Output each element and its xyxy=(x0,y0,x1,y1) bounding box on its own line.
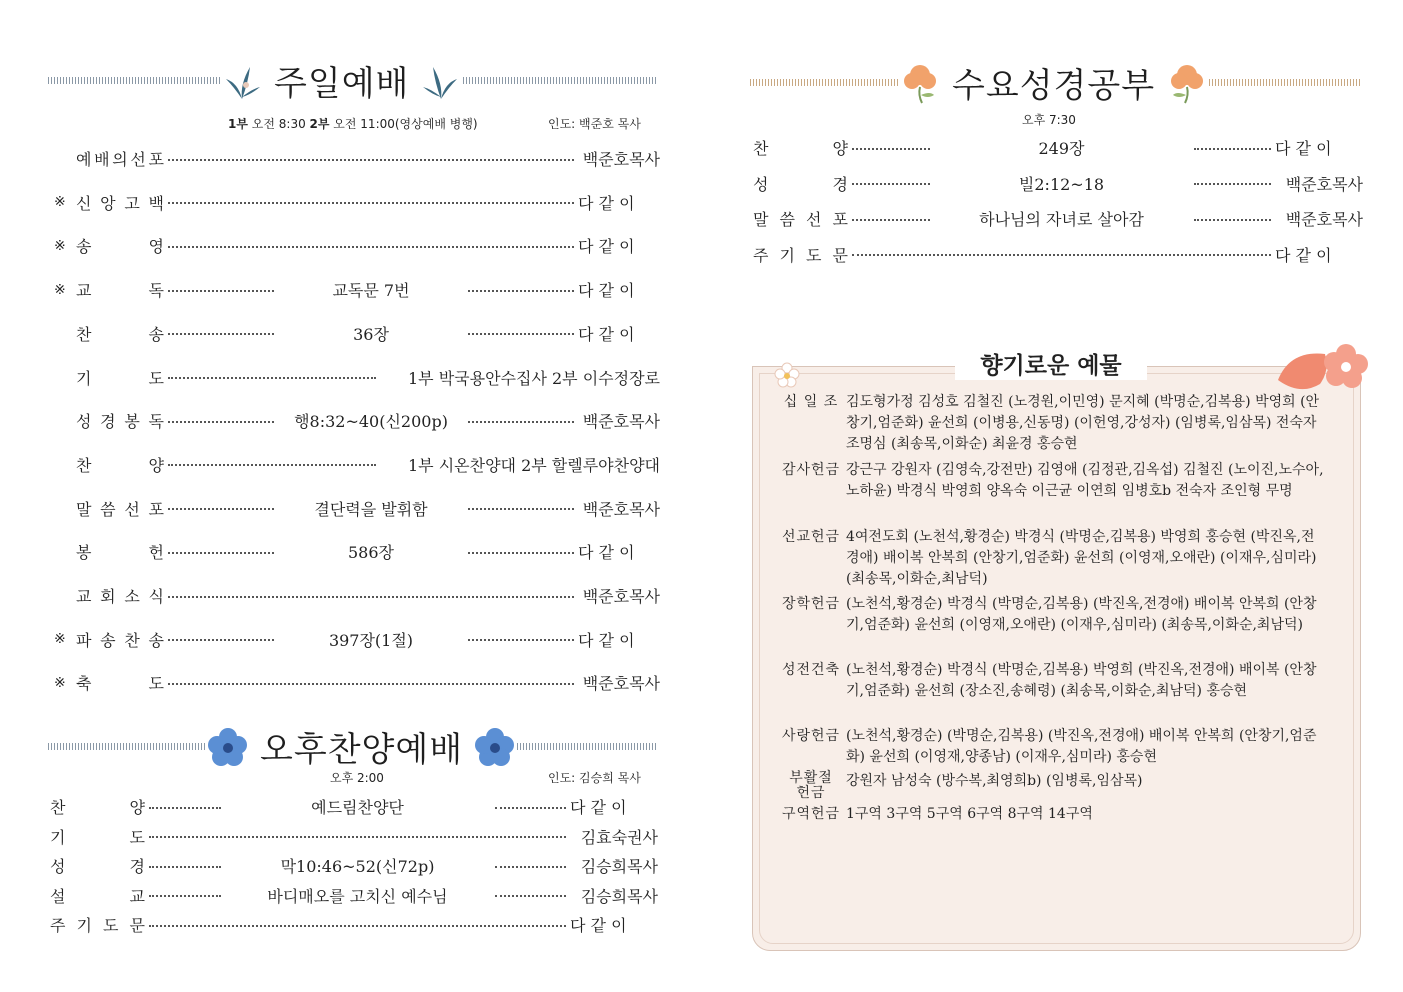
label-char: 기 xyxy=(76,368,92,388)
label-char: 경 xyxy=(100,412,116,432)
program-row xyxy=(54,278,660,301)
label-char: 찬 xyxy=(50,798,66,817)
dot-leader xyxy=(168,421,274,423)
dot-leader xyxy=(168,508,274,510)
dot-leader xyxy=(149,925,566,927)
section-title: 오후찬양예배 xyxy=(260,730,464,770)
afternoon-leader: 인도: 김승희 목사 xyxy=(548,771,641,785)
label-char: 도 xyxy=(806,245,822,265)
dot-leader xyxy=(168,246,574,248)
row-label xyxy=(76,191,164,214)
label-char: 포 xyxy=(148,150,164,169)
label-char: 선 xyxy=(130,150,146,169)
label-char: 교 xyxy=(129,886,145,906)
row-value-text: 백준호목사 xyxy=(1285,174,1363,194)
label-char: 예 xyxy=(76,150,92,169)
row-value xyxy=(578,671,660,694)
program-row xyxy=(54,453,660,476)
row-value xyxy=(578,584,660,607)
row-value xyxy=(578,409,660,432)
asterisk-mark: ※ xyxy=(54,194,66,211)
dot-leader xyxy=(1194,219,1272,221)
wednesday-heading xyxy=(750,58,1360,107)
row-detail: 36장 xyxy=(353,324,389,344)
dot-leader xyxy=(168,552,274,554)
label-char: 말 xyxy=(753,210,769,229)
label-char: 봉 xyxy=(76,543,92,563)
label-char: 헌 xyxy=(148,543,164,563)
label-char: 포 xyxy=(148,499,164,519)
program-row xyxy=(50,884,658,907)
offering-category: 선교헌금 xyxy=(781,529,841,545)
offering-category: 장학헌금 xyxy=(781,596,841,612)
label-char: 도 xyxy=(148,674,164,694)
row-value-text: 다 같 이 xyxy=(578,193,635,213)
program-row xyxy=(54,322,660,345)
label-char: 경 xyxy=(832,174,848,194)
row-label xyxy=(76,409,164,432)
row-detail: 586장 xyxy=(348,543,394,563)
label-char: 회 xyxy=(100,587,116,606)
label-char: 도 xyxy=(129,827,145,847)
dot-leader xyxy=(168,159,574,161)
program-row xyxy=(54,234,660,257)
label-char: 소 xyxy=(124,587,140,606)
row-value-text: 다 같 이 xyxy=(578,281,635,301)
label-char: 주 xyxy=(50,916,66,935)
page-title: 주일예배 xyxy=(274,64,410,104)
orange-flower-icon xyxy=(1165,61,1209,105)
dot-leader xyxy=(149,866,221,868)
asterisk-mark: ※ xyxy=(54,674,66,691)
program-row xyxy=(50,854,658,877)
label-char: 선 xyxy=(806,210,822,229)
row-value-text: 1부 시온찬양대 2부 할렐루야찬양대 xyxy=(407,455,660,475)
dot-leader xyxy=(168,290,274,292)
afternoon-time: 오후 2:00 xyxy=(330,771,384,785)
offering-names: 강근구 강원자 (김영숙,강전만) 김영애 (김정관,김옥섭) 김철진 (노이진,노수아,노하윤) 박경식 박영희 양옥숙 이근균 이연희 임병호b 전숙자 조인형 무명 xyxy=(846,462,1324,499)
program-row xyxy=(54,671,660,694)
label-char: 성 xyxy=(50,857,66,876)
label-char: 성 xyxy=(753,174,769,194)
row-value-text: 다 같 이 xyxy=(578,237,635,257)
dot-leader xyxy=(852,183,930,185)
row-value xyxy=(578,540,660,563)
offering-category: 성전건축 xyxy=(781,662,841,678)
dot-leader xyxy=(468,421,574,423)
label-char: 포 xyxy=(832,210,848,229)
dot-leader xyxy=(168,683,574,685)
row-value xyxy=(1275,243,1363,266)
label-char: 기 xyxy=(779,245,795,265)
blue-flower-icon xyxy=(206,725,250,769)
label-char: 신 xyxy=(76,193,92,213)
row-value xyxy=(380,453,660,476)
label-char: 영 xyxy=(148,237,164,257)
offering-names: 1구역 3구역 5구역 6구역 8구역 14구역 xyxy=(846,806,1093,822)
label-char: 백 xyxy=(148,193,164,213)
row-value xyxy=(578,322,660,345)
row-detail: 교독문 7번 xyxy=(332,281,410,301)
dot-leader xyxy=(468,639,574,641)
program-row xyxy=(54,191,660,214)
dot-leader xyxy=(852,219,930,221)
row-value-text: 백준호목사 xyxy=(582,150,660,169)
row-label xyxy=(753,136,848,159)
row-value-text: 백준호목사 xyxy=(582,412,660,432)
row-label xyxy=(753,243,848,266)
dot-leader xyxy=(468,508,574,510)
row-value xyxy=(578,628,660,651)
offering-category: 사랑헌금 xyxy=(781,728,841,744)
offering-names: (노천석,황경순) 박경식 (박명순,김복용) 박영희 (박진옥,전경애) 배이복 (안창기,엄준화) 윤선희 (장소진,송혜령) (최송목,이화순,최남덕) 홍승현 xyxy=(846,662,1317,699)
row-value-text: 백준호목사 xyxy=(1285,210,1363,229)
dot-leader xyxy=(149,836,566,838)
row-value xyxy=(570,825,658,848)
row-value-text: 김효숙권사 xyxy=(580,827,658,847)
program-row xyxy=(753,172,1363,195)
row-value-text: 다 같 이 xyxy=(578,543,635,563)
offering-row xyxy=(776,392,1326,455)
wednesday-time: 오후 7:30 xyxy=(1022,113,1076,127)
service-times: 1부 오전 8:30 2부 오전 11:00(영상예배 병행) xyxy=(228,117,478,131)
row-label xyxy=(50,854,145,877)
offering-names: 4여전도회 (노천석,황경순) 박경식 (박명순,김복용) 박영희 홍승현 (박진옥,전경애) 배이복 안복희 (안창기,엄준화) 윤선희 (이영재,오애란) (이재우,심미라) (최송목,이화순,최남덕) xyxy=(846,529,1317,587)
label-char: 씀 xyxy=(100,499,116,519)
label-char: 도 xyxy=(148,368,164,388)
label-char: 송 xyxy=(148,630,164,650)
program-row xyxy=(753,243,1363,266)
row-value-text: 김승희목사 xyxy=(580,886,658,906)
label-char: 파 xyxy=(76,630,92,650)
row-value xyxy=(578,191,660,214)
label-char: 고 xyxy=(124,193,140,213)
row-label xyxy=(76,453,164,476)
label-char: 찬 xyxy=(753,139,769,158)
row-value xyxy=(578,147,660,170)
row-value xyxy=(1275,136,1363,159)
label-char: 양 xyxy=(832,139,848,158)
offering-names: (노천석,황경순) (박명순,김복용) (박진옥,전경애) 배이복 안복희 (안창기,엄준화) 윤선희 (이영재,양종남) (이재우,심미라) 홍승현 xyxy=(846,728,1317,765)
label-char: 의 xyxy=(112,150,128,169)
sunday-heading xyxy=(48,56,658,105)
dot-leader xyxy=(468,290,574,292)
offering-category: 부활절 헌금 xyxy=(789,770,833,801)
dot-leader xyxy=(168,464,376,466)
label-char: 주 xyxy=(753,245,769,265)
offering-category: 십 일 조 xyxy=(783,394,839,410)
label-char: 배 xyxy=(94,150,110,169)
row-value-text: 다 같 이 xyxy=(1275,139,1332,158)
asterisk-mark: ※ xyxy=(54,281,66,298)
row-value-text: 다 같 이 xyxy=(570,798,627,817)
heading-rule xyxy=(750,79,898,86)
offering-names: (노천석,황경순) 박경식 (박명순,김복용) (박진옥,전경애) 배이복 안복희 (안창기,엄준화) 윤선희 (이영재,오애란) (이재우,심미라) (최송목,이화순,최남덕) xyxy=(846,596,1317,633)
row-detail: 397장(1절) xyxy=(328,630,414,650)
label-char: 송 xyxy=(148,324,164,344)
label-char: 경 xyxy=(129,857,145,876)
row-value-text: 다 같 이 xyxy=(578,630,635,650)
label-char: 선 xyxy=(124,499,140,519)
offering-row xyxy=(776,726,1326,768)
asterisk-mark: ※ xyxy=(54,237,66,254)
row-label xyxy=(753,172,848,195)
row-detail: 막10:46~52(신72p) xyxy=(280,857,435,876)
row-label xyxy=(50,884,145,907)
row-value xyxy=(1275,172,1363,195)
orange-flower-icon xyxy=(898,61,942,105)
program-row xyxy=(753,207,1363,230)
dot-leader xyxy=(468,552,574,554)
offering-row xyxy=(776,460,1326,502)
row-value xyxy=(578,497,660,520)
dot-leader xyxy=(168,333,274,335)
dot-leader xyxy=(168,377,376,379)
dot-leader xyxy=(495,866,567,868)
row-value-text: 1부 박국용안수집사 2부 이수정장로 xyxy=(407,368,660,388)
row-label xyxy=(50,795,145,818)
label-char: 앙 xyxy=(100,193,116,213)
row-label xyxy=(76,497,164,520)
label-char: 설 xyxy=(50,886,66,906)
row-value xyxy=(578,278,660,301)
dot-leader xyxy=(852,254,1271,256)
offering-category: 구역헌금 xyxy=(781,806,841,822)
row-label xyxy=(76,147,164,170)
label-char: 기 xyxy=(76,916,92,935)
program-row xyxy=(54,409,660,432)
label-char: 말 xyxy=(76,499,92,519)
afternoon-heading xyxy=(48,722,658,771)
row-detail: 결단력을 발휘함 xyxy=(314,499,428,519)
leaf-icon xyxy=(419,59,463,103)
dot-leader xyxy=(1194,183,1272,185)
row-label xyxy=(753,207,848,230)
row-value xyxy=(570,854,658,877)
dot-leader xyxy=(468,333,574,335)
row-label xyxy=(76,322,164,345)
row-label xyxy=(76,584,164,607)
asterisk-mark: ※ xyxy=(54,631,66,648)
label-char: 송 xyxy=(100,630,116,650)
offering-names: 김도형가정 김성호 김철진 (노경원,이민영) 문지혜 (박명순,김복용) 박영희 (안창기,엄준화) 윤선희 (이병용,신동명) (이헌영,강성자) (임병록,임삼목) 전숙자 조명심 (최송목,이화순) 최윤경 홍승현 xyxy=(846,394,1320,452)
program-row xyxy=(54,540,660,563)
row-label xyxy=(76,671,164,694)
offering-category: 감사헌금 xyxy=(781,462,841,478)
program-row xyxy=(753,136,1363,159)
label-char: 양 xyxy=(129,798,145,817)
row-label xyxy=(76,540,164,563)
label-char: 식 xyxy=(148,587,164,606)
row-value-text: 김승희목사 xyxy=(580,857,658,876)
row-label xyxy=(76,366,164,389)
label-char: 독 xyxy=(148,281,164,301)
offering-row xyxy=(776,771,1326,801)
program-row xyxy=(50,825,658,848)
row-detail: 빌2:12~18 xyxy=(1018,174,1105,194)
row-value xyxy=(570,795,658,818)
row-value-text: 백준호목사 xyxy=(582,674,660,694)
row-detail: 바디매오를 고치신 예수님 xyxy=(267,886,448,906)
label-char: 교 xyxy=(76,587,92,606)
dot-leader xyxy=(168,202,574,204)
label-char: 봉 xyxy=(124,412,140,432)
label-char: 찬 xyxy=(76,324,92,344)
row-value xyxy=(570,884,658,907)
label-char: 축 xyxy=(76,674,92,694)
coral-flower-icon xyxy=(1270,340,1370,400)
offering-row xyxy=(776,527,1326,590)
dot-leader xyxy=(495,807,567,809)
row-value-text: 백준호목사 xyxy=(582,587,660,606)
heading-rule xyxy=(1209,79,1360,86)
dot-leader xyxy=(149,895,221,897)
row-detail: 행8:32~40(신200p) xyxy=(294,412,448,432)
row-value-text: 다 같 이 xyxy=(1275,245,1332,265)
row-value xyxy=(1275,207,1363,230)
label-char: 씀 xyxy=(779,210,795,229)
row-value-text: 다 같 이 xyxy=(570,916,627,935)
offering-row xyxy=(776,660,1326,702)
dot-leader xyxy=(168,639,274,641)
heading-rule xyxy=(463,77,658,84)
blue-flower-icon xyxy=(473,725,517,769)
program-row xyxy=(54,366,660,389)
row-detail: 249장 xyxy=(1038,139,1085,158)
dot-leader xyxy=(852,148,930,150)
label-char: 찬 xyxy=(124,630,140,650)
label-char: 문 xyxy=(129,916,145,935)
dot-leader xyxy=(168,596,574,598)
leaf-icon xyxy=(220,59,264,103)
program-row xyxy=(54,497,660,520)
program-row xyxy=(50,913,658,936)
dot-leader xyxy=(495,895,567,897)
label-char: 도 xyxy=(103,916,119,935)
row-detail: 예드림찬양단 xyxy=(311,798,404,817)
program-row xyxy=(50,795,658,818)
label-char: 기 xyxy=(50,827,66,847)
row-value-text: 다 같 이 xyxy=(578,324,635,344)
row-value-text: 백준호목사 xyxy=(582,499,660,519)
label-char: 송 xyxy=(76,237,92,257)
row-value xyxy=(570,913,658,936)
row-value xyxy=(578,234,660,257)
label-char: 성 xyxy=(76,412,92,432)
offering-row xyxy=(776,804,1326,825)
row-value xyxy=(380,366,660,389)
label-char: 교 xyxy=(76,281,92,301)
heading-rule xyxy=(48,77,220,84)
heading-rule xyxy=(48,743,206,750)
row-label xyxy=(76,628,164,651)
label-char: 문 xyxy=(832,245,848,265)
dot-leader xyxy=(149,807,221,809)
white-flower-icon xyxy=(774,362,800,388)
program-row xyxy=(54,584,660,607)
label-char: 독 xyxy=(148,412,164,432)
program-row xyxy=(54,628,660,651)
row-label xyxy=(50,825,145,848)
offering-names: 강원자 남성숙 (방수복,최영희b) (임병록,임삼목) xyxy=(846,773,1143,789)
row-label xyxy=(76,278,164,301)
dot-leader xyxy=(1194,148,1272,150)
row-label xyxy=(76,234,164,257)
section-title: 수요성경공부 xyxy=(952,66,1156,106)
heading-rule xyxy=(517,743,658,750)
label-char: 찬 xyxy=(76,455,92,475)
offering-row xyxy=(776,594,1326,636)
row-label xyxy=(50,913,145,936)
label-char: 양 xyxy=(148,455,164,475)
service-leader: 인도: 백준호 목사 xyxy=(548,117,641,131)
offerings-title: 향기로운 예물 xyxy=(955,347,1147,380)
program-row xyxy=(54,147,660,170)
row-detail: 하나님의 자녀로 살아감 xyxy=(979,210,1144,229)
